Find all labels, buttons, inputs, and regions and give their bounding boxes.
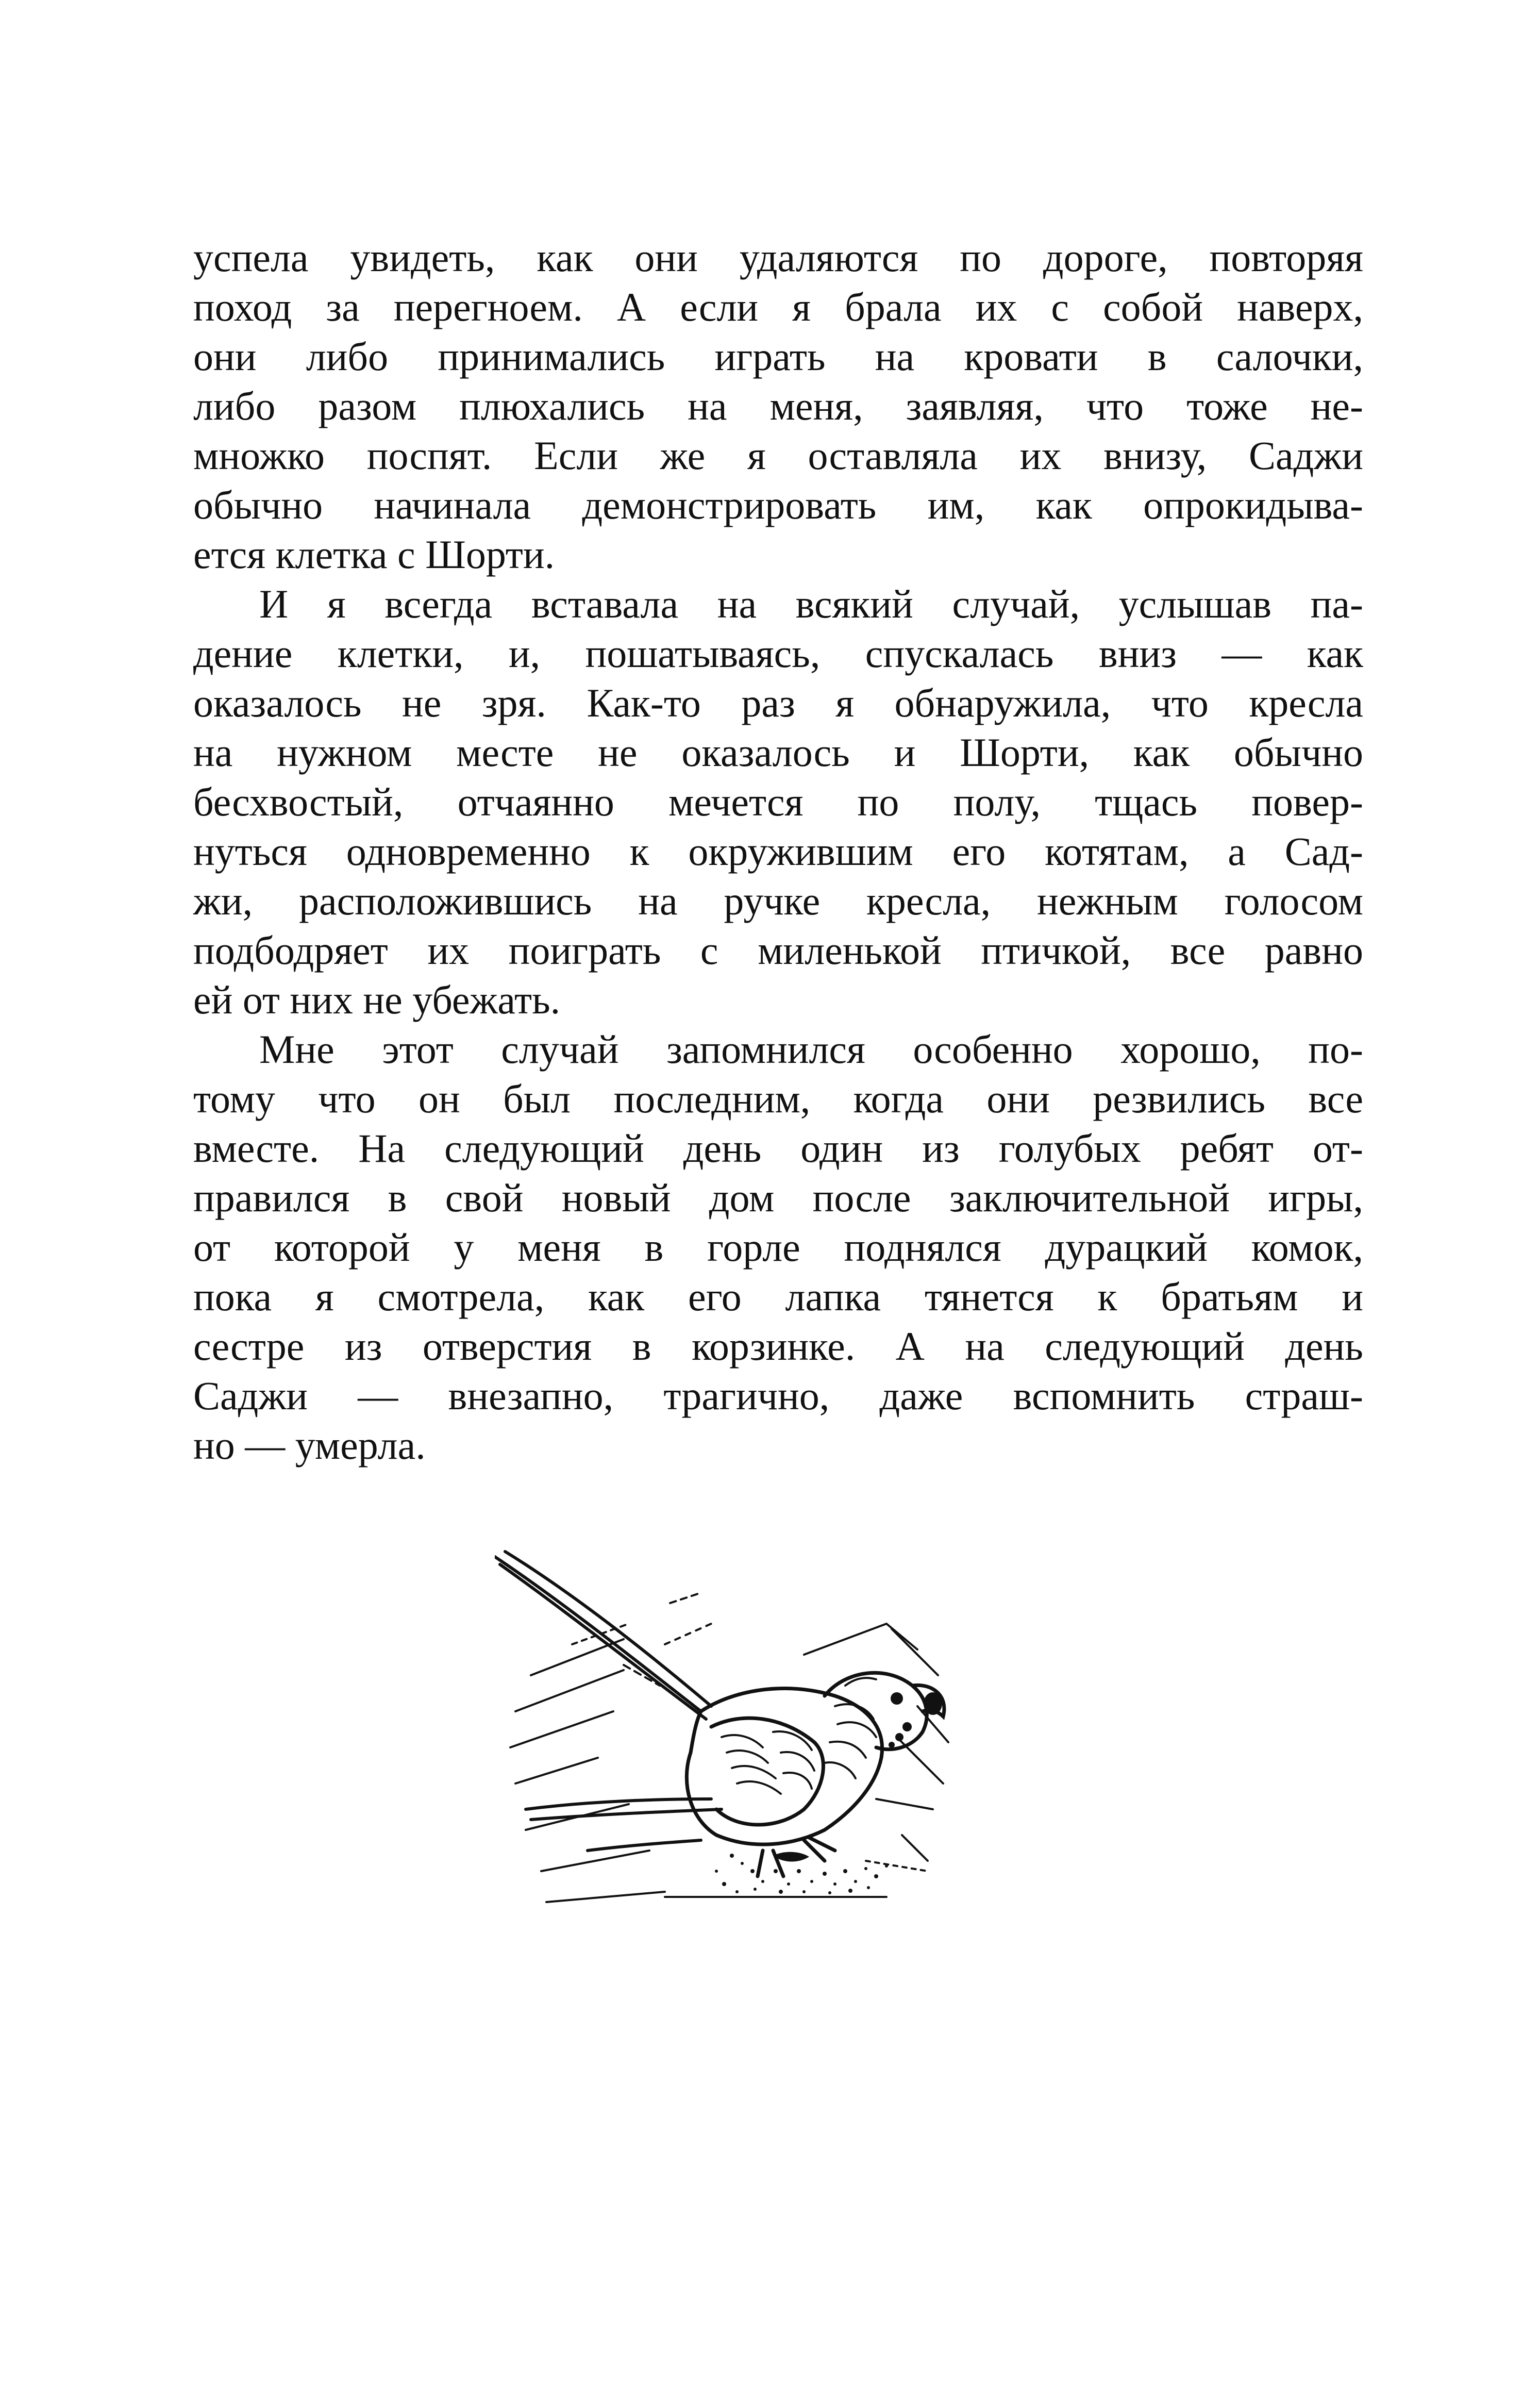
parakeet-body bbox=[687, 1673, 944, 1876]
paragraph-3 bbox=[193, 1025, 1363, 1470]
floor-shadow bbox=[715, 1852, 888, 1894]
body-text bbox=[193, 233, 1363, 1470]
text-line: на нужном месте не оказалось и Шорти, как обычно bbox=[193, 730, 1363, 775]
text-line: подбодряет их поиграть с миленькой птичкой, все равно bbox=[193, 928, 1363, 973]
text-line: ется клетка с Шорти. bbox=[193, 532, 555, 577]
text-line: пока я смотрела, как его лапка тянется к братьям и bbox=[193, 1274, 1363, 1319]
paragraph-1 bbox=[193, 233, 1363, 579]
text-line: но — умерла. bbox=[193, 1423, 426, 1468]
text-line: ей от них не убежать. bbox=[193, 977, 561, 1022]
parakeet-on-floor-illustration-icon bbox=[495, 1541, 1020, 1933]
text-line: поход за перегноем. А если я брала их с собой наверх, bbox=[193, 285, 1363, 329]
text-line: правился в свой новый дом после заключительной игры, bbox=[193, 1175, 1363, 1220]
paragraph-2 bbox=[193, 579, 1363, 1025]
text-line: множко поспят. Если же я оставляла их внизу, Саджи bbox=[193, 433, 1363, 478]
text-line: Саджи — внезапно, трагично, даже вспомнить страш- bbox=[193, 1373, 1363, 1418]
text-line: нуться одновременно к окружившим его котятам, а Сад- bbox=[193, 829, 1363, 874]
text-line: либо разом плюхались на меня, заявляя, что тоже не- bbox=[193, 384, 1363, 428]
feather-striping bbox=[722, 1678, 876, 1794]
text-line: они либо принимались играть на кровати в салочки, bbox=[193, 334, 1363, 379]
text-line: дение клетки, и, пошатываясь, спускалась вниз — как bbox=[193, 631, 1363, 676]
text-line: тому что он был последним, когда они резвились все bbox=[193, 1076, 1363, 1121]
text-line: оказалось не зря. Как-то раз я обнаружила, что кресла bbox=[193, 680, 1363, 725]
text-line: сестре из отверстия в корзинке. А на следующий день bbox=[193, 1324, 1363, 1369]
text-line: обычно начинала демонстрировать им, как опрокидыва- bbox=[193, 482, 1363, 527]
text-line: И я всегда вставала на всякий случай, услышав па- bbox=[259, 581, 1363, 626]
text-line: бесхвостый, отчаянно мечется по полу, тщась повер- bbox=[193, 779, 1363, 824]
text-line: Мне этот случай запомнился особенно хорошо, по- bbox=[259, 1027, 1363, 1072]
text-line: от которой у меня в горле поднялся дурацкий комок, bbox=[193, 1225, 1363, 1270]
text-line: вместе. На следующий день один из голубых ребят от- bbox=[193, 1126, 1363, 1171]
text-line: успела увидеть, как они удаляются по дороге, повторяя bbox=[193, 235, 1363, 280]
text-line: жи, расположившись на ручке кресла, нежным голосом bbox=[193, 878, 1363, 923]
tail-feathers bbox=[495, 1552, 722, 1851]
